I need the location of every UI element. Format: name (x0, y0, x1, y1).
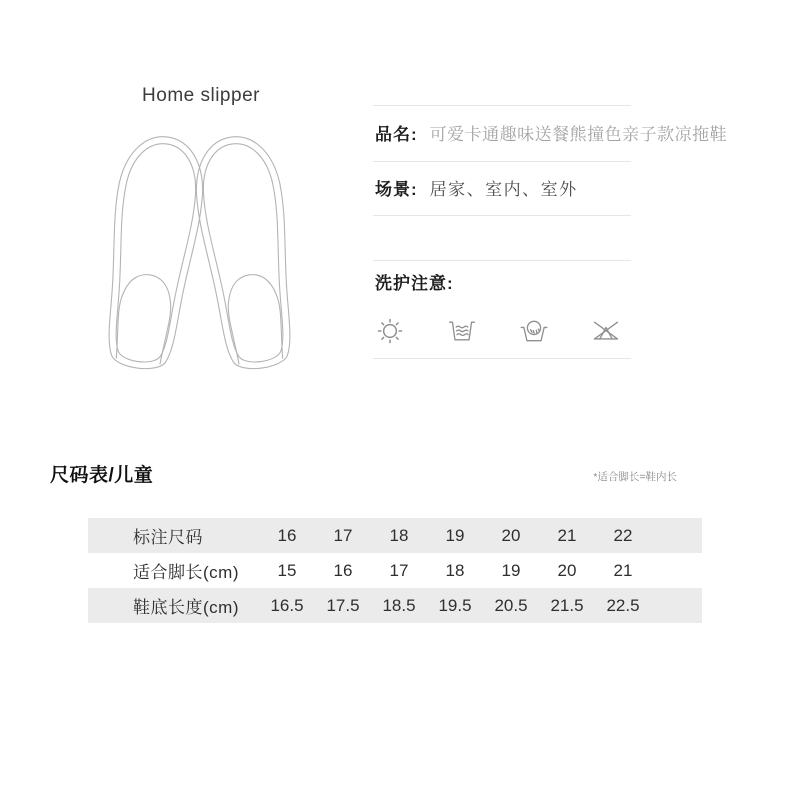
product-name-row (375, 122, 727, 148)
divider (373, 105, 631, 106)
size-chart-note: *适合脚长=鞋内长 (593, 471, 677, 483)
hand-wash-icon (519, 316, 549, 346)
scene-label: 场景: (375, 180, 418, 199)
size-cell: 19.5 (438, 595, 472, 615)
size-cell: 21 (613, 560, 633, 580)
size-cell: 19 (445, 525, 465, 545)
table-row-sole-length (88, 588, 702, 623)
care-label: 洗护注意: (375, 274, 454, 293)
size-cell: 22 (613, 525, 633, 545)
drawing-title: Home slipper (142, 85, 260, 106)
divider (373, 358, 631, 359)
size-cell: 18.5 (382, 595, 416, 615)
divider (373, 215, 631, 216)
slipper-line-drawing (102, 130, 297, 380)
size-chart-title: 尺码表/儿童 (50, 465, 154, 486)
scene-value: 居家、室内、室外 (429, 180, 578, 199)
left-slipper (102, 131, 210, 373)
size-cell: 16 (333, 560, 353, 580)
size-cell: 22.5 (606, 595, 640, 615)
size-chart-table (88, 518, 702, 623)
product-info-panel (373, 105, 773, 370)
product-name-value: 可爱卡通趣味送餐熊撞色亲子款凉拖鞋 (429, 125, 728, 144)
size-row-label: 鞋底长度(cm) (133, 598, 239, 617)
table-row-marked-size (88, 518, 702, 553)
table-row-foot-length (88, 553, 702, 588)
size-cell: 21 (557, 525, 577, 545)
divider (373, 260, 631, 261)
size-cell: 20 (557, 560, 577, 580)
size-cell: 20.5 (494, 595, 528, 615)
size-cell: 15 (277, 560, 297, 580)
scene-row (375, 177, 578, 203)
no-wring-icon (591, 316, 621, 346)
size-row-label: 适合脚长(cm) (133, 563, 239, 582)
product-name-label: 品名: (375, 125, 418, 144)
size-cell: 21.5 (550, 595, 584, 615)
sun-dry-icon (375, 316, 405, 346)
right-slipper (189, 131, 297, 373)
size-cell: 20 (501, 525, 521, 545)
care-icons-row (375, 316, 621, 346)
size-row-label: 标注尺码 (133, 528, 203, 547)
size-cell: 17.5 (326, 595, 360, 615)
size-cell: 17 (389, 560, 409, 580)
size-cell: 17 (333, 525, 353, 545)
size-cell: 18 (445, 560, 465, 580)
size-cell: 18 (389, 525, 409, 545)
gentle-wash-icon (447, 316, 477, 346)
divider (373, 161, 631, 162)
size-cell: 16 (277, 525, 297, 545)
size-cell: 16.5 (270, 595, 304, 615)
size-cell: 19 (501, 560, 521, 580)
